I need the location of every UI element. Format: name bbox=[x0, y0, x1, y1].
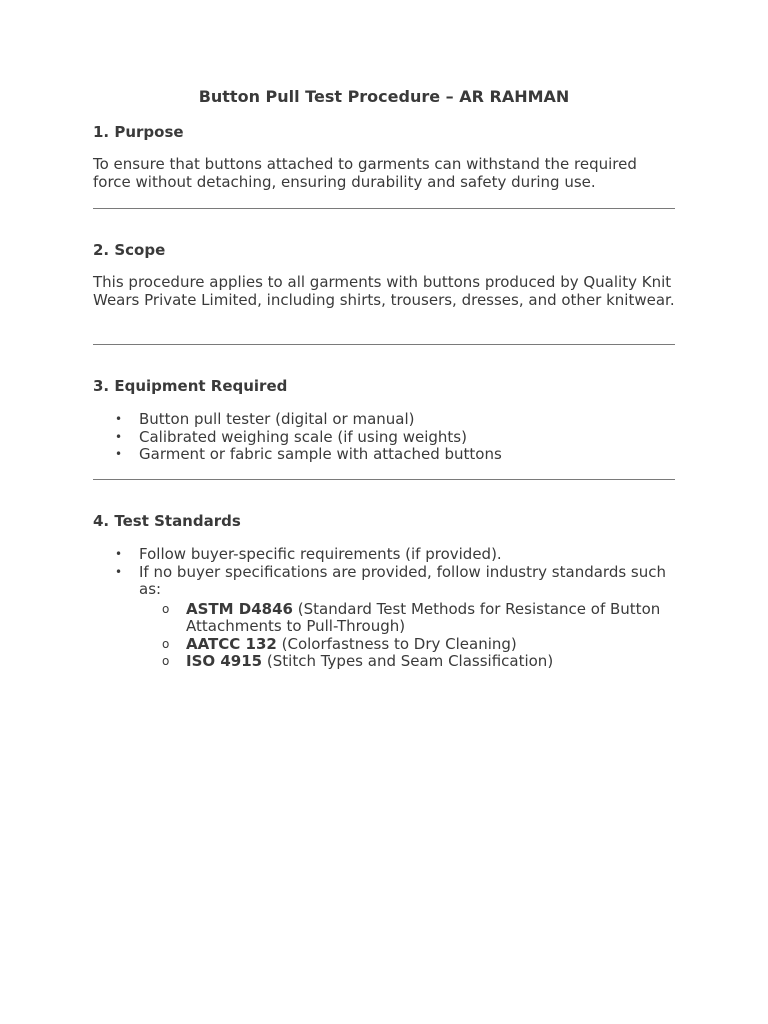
section-equipment bbox=[93, 377, 675, 464]
equipment-list bbox=[93, 411, 675, 464]
sublist-item bbox=[139, 636, 675, 654]
sublist-item bbox=[139, 653, 675, 671]
bullet-icon: • bbox=[115, 547, 123, 561]
bullet-icon: • bbox=[115, 564, 123, 579]
standard-code: AATCC 132 bbox=[186, 634, 277, 653]
purpose-text: To ensure that buttons attached to garments can withstand the required force without detaching, ensuring durability and safety during use. bbox=[93, 155, 637, 191]
standard-description: (Standard Test Methods for Resistance of Button Attachments to Pull-Through) bbox=[186, 599, 661, 635]
bullet-icon: • bbox=[115, 429, 123, 444]
list-item bbox=[93, 411, 675, 429]
document-title: Button Pull Test Procedure – AR RAHMAN bbox=[198, 87, 570, 106]
list-item bbox=[93, 564, 675, 671]
section-purpose bbox=[93, 123, 675, 191]
section-standards bbox=[93, 512, 675, 671]
section-heading-equipment: 3. Equipment Required bbox=[93, 377, 288, 395]
hollow-bullet-icon: o bbox=[162, 636, 170, 651]
divider bbox=[93, 208, 675, 209]
list-item-text: Calibrated weighing scale (if using weights) bbox=[139, 427, 467, 446]
scope-text: This procedure applies to all garments with buttons produced by Quality Knit Wears Private Limited, including shirts, trousers, dresses, and other knitwear. bbox=[93, 273, 675, 309]
standard-code: ASTM D4846 bbox=[186, 599, 293, 618]
list-item bbox=[93, 546, 675, 564]
section-heading-standards: 4. Test Standards bbox=[93, 512, 241, 530]
bullet-icon: • bbox=[115, 447, 123, 461]
standards-list bbox=[93, 546, 675, 671]
sublist-item bbox=[139, 601, 675, 636]
list-item-text: Button pull tester (digital or manual) bbox=[139, 410, 415, 428]
list-item-text: If no buyer specifications are provided, follow industry standards such as: bbox=[139, 562, 666, 598]
section-heading-purpose: 1. Purpose bbox=[93, 123, 184, 141]
section-scope bbox=[93, 241, 675, 309]
standard-description: (Colorfastness to Dry Cleaning) bbox=[281, 634, 517, 653]
hollow-bullet-icon: o bbox=[162, 601, 170, 616]
list-item-text: Garment or fabric sample with attached buttons bbox=[139, 445, 502, 463]
divider bbox=[93, 344, 675, 345]
list-item-text: Follow buyer-specific requirements (if provided). bbox=[139, 545, 502, 563]
bullet-icon: • bbox=[115, 412, 123, 426]
list-item bbox=[93, 429, 675, 447]
section-heading-scope: 2. Scope bbox=[93, 241, 166, 259]
standard-code: ISO 4915 bbox=[186, 652, 263, 670]
list-item bbox=[93, 446, 675, 464]
standards-sublist bbox=[139, 601, 675, 671]
standard-description: (Stitch Types and Seam Classification) bbox=[266, 652, 554, 670]
divider bbox=[93, 479, 675, 480]
hollow-bullet-icon: o bbox=[162, 654, 170, 668]
